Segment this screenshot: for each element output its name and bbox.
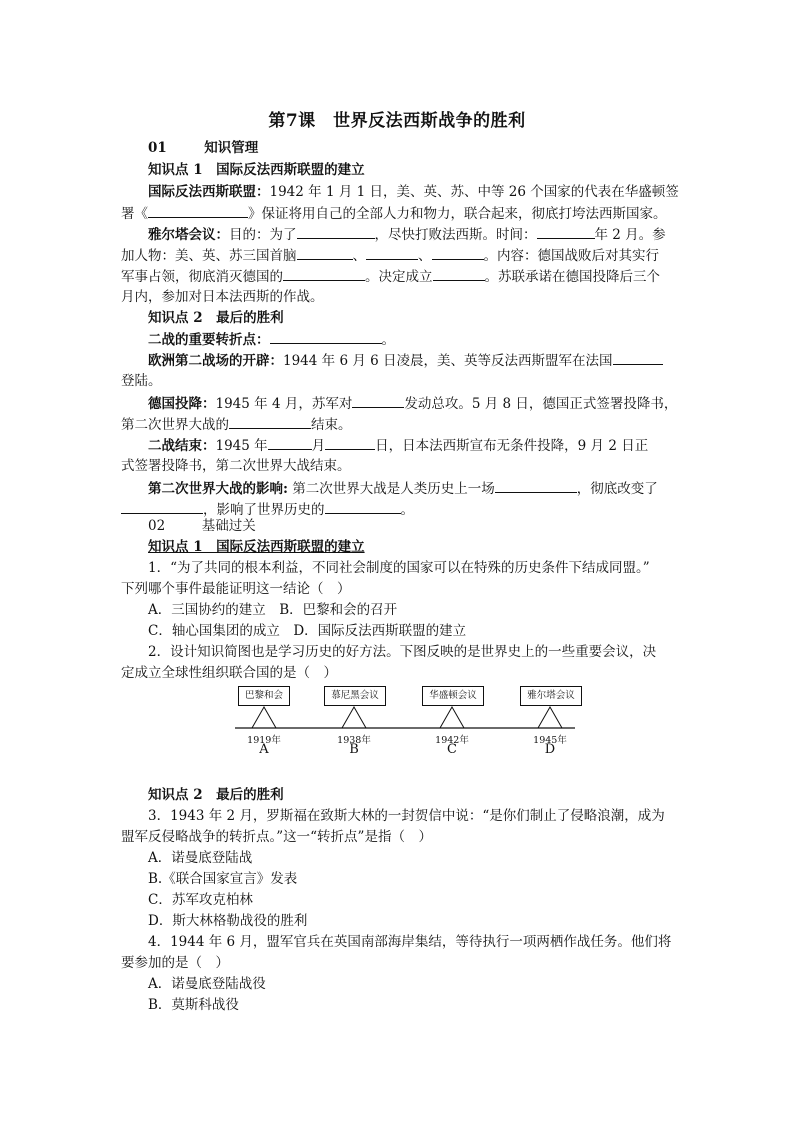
timeline-letter-a: A bbox=[259, 742, 269, 757]
timeline-letter-b: B bbox=[349, 742, 359, 757]
timeline-letter-d: D bbox=[544, 742, 556, 757]
fill-blank[interactable] bbox=[495, 478, 577, 493]
fill-blank[interactable] bbox=[229, 414, 311, 429]
conference-timeline bbox=[230, 680, 580, 770]
timeline-event-a: 巴黎和会 bbox=[238, 686, 290, 706]
paragraph-alliance-cont: 署《 》保证将用自己的全部人力和物力，联合起来，彻底打垮法西斯国家。 bbox=[121, 203, 651, 224]
question-1-options-cd: C．轴心国集团的成立 D．国际反法西斯联盟的建立 bbox=[148, 623, 467, 639]
section-name: 基础过关 bbox=[201, 518, 256, 534]
paragraph-war-influence: 第二次世界大战的影响: 第二次世界大战是人类历史上一场 ，彻底改变了 bbox=[148, 478, 678, 499]
question-4-option-a: A．诺曼底登陆战役 bbox=[148, 976, 266, 992]
timeline-event-d: 雅尔塔会议 bbox=[520, 686, 582, 706]
section-heading-2 bbox=[148, 516, 256, 536]
question-3-option-b: B.《联合国家宣言》发表 bbox=[148, 871, 298, 887]
question-3-cont: 盟军反侵略战争的转折点。”这一“转折点”是指（ ） bbox=[121, 829, 432, 845]
timeline-year-d: 1945年 bbox=[533, 735, 567, 746]
paragraph-alliance: 国际反法西斯联盟：1942 年 1 月 1 日，美、英、苏、中等 26 个国家的代表在华盛顿签 bbox=[148, 184, 679, 200]
fill-blank[interactable] bbox=[297, 224, 375, 239]
timeline-year-c: 1942年 bbox=[435, 735, 469, 746]
question-1-cont: 下列哪个事件最能证明这一结论（ ） bbox=[121, 581, 351, 597]
paragraph-turning-point: 二战的重要转折点： 。 bbox=[148, 329, 678, 350]
fill-blank[interactable] bbox=[325, 435, 375, 450]
fill-blank[interactable] bbox=[432, 245, 484, 260]
paragraph-yalta-cont-3: 月内，参加对日本法西斯的作战。 bbox=[121, 289, 324, 305]
practice-point-1-heading: 知识点 1 国际反法西斯联盟的建立 bbox=[148, 539, 365, 555]
question-4-cont: 要参加的是（ ） bbox=[121, 955, 229, 971]
question-3: 3．1943 年 2 月，罗斯福在致斯大林的一封贺信中说：“是你们制止了侵略浪潮，成为 bbox=[148, 808, 665, 824]
section-name: 知识管理 bbox=[204, 140, 259, 156]
fill-blank[interactable] bbox=[121, 499, 203, 514]
section-number: 01 bbox=[148, 140, 167, 156]
fill-blank[interactable] bbox=[297, 245, 353, 260]
question-1-options-ab: A．三国协约的建立 B．巴黎和会的召开 bbox=[148, 602, 398, 618]
paragraph-war-influence-cont: ，影响了世界历史的 。 bbox=[121, 499, 651, 520]
section-number: 02 bbox=[148, 518, 166, 534]
paragraph-war-end: 二战结束：1945 年 月 日，日本法西斯宣布无条件投降，9 月 2 日正 bbox=[148, 435, 678, 456]
section-heading-1 bbox=[148, 138, 258, 158]
timeline-year-b: 1938年 bbox=[337, 735, 371, 746]
question-4: 4．1944 年 6 月，盟军官兵在英国南部海岸集结，等待执行一项两栖作战任务。他们将 bbox=[148, 934, 672, 950]
question-2: 2．设计知识简图也是学习历史的好方法。下图反映的是世界史上的一些重要会议，决 bbox=[148, 644, 657, 660]
fill-blank[interactable] bbox=[433, 266, 485, 281]
lesson-title: 第7课 世界反法西斯战争的胜利 bbox=[268, 111, 526, 131]
question-3-option-d: D．斯大林格勒战役的胜利 bbox=[148, 913, 308, 929]
paragraph-yalta-cont-1: 加人物：美、英、苏三国首脑 、 、 。内容：德国战败后对其实行 bbox=[121, 245, 651, 266]
fill-blank[interactable] bbox=[366, 245, 418, 260]
fill-blank[interactable] bbox=[270, 329, 382, 344]
knowledge-point-2-heading: 知识点 2 最后的胜利 bbox=[148, 310, 284, 326]
question-1: 1．“为了共同的根本利益，不同社会制度的国家可以在特殊的历史条件下结成同盟。” bbox=[148, 560, 650, 576]
question-4-option-b: B．莫斯科战役 bbox=[148, 997, 239, 1013]
paragraph-germany-surrender-cont: 第二次世界大战的 结束。 bbox=[121, 414, 651, 435]
fill-blank[interactable] bbox=[148, 203, 248, 218]
timeline-letter-c: C bbox=[447, 742, 457, 757]
fill-blank[interactable] bbox=[268, 435, 312, 450]
timeline-event-c: 华盛顿会议 bbox=[422, 686, 484, 706]
paragraph-second-front-cont: 登陆。 bbox=[121, 373, 162, 389]
question-2-cont: 定成立全球性组织联合国的是（ ） bbox=[121, 665, 337, 681]
fill-blank[interactable] bbox=[537, 224, 595, 239]
fill-blank[interactable] bbox=[352, 393, 404, 408]
fill-blank[interactable] bbox=[613, 350, 663, 365]
paragraph-second-front: 欧洲第二战场的开辟：1944 年 6 月 6 日凌晨，美、英等反法西斯盟军在法国 bbox=[148, 350, 678, 371]
knowledge-point-1-heading: 知识点 1 国际反法西斯联盟的建立 bbox=[148, 162, 365, 178]
question-3-option-a: A．诺曼底登陆战 bbox=[148, 850, 253, 866]
paragraph-war-end-cont: 式签署投降书，第二次世界大战结束。 bbox=[121, 458, 351, 474]
fill-blank[interactable] bbox=[283, 266, 365, 281]
timeline-event-b: 慕尼黑会议 bbox=[324, 686, 386, 706]
paragraph-yalta-cont-2: 军事占领，彻底消灭德国的 。决定成立 。苏联承诺在德国投降后三个 bbox=[121, 266, 651, 287]
paragraph-germany-surrender: 德国投降：1945 年 4 月，苏军对 发动总攻。5 月 8 日，德国正式签署投降书， bbox=[148, 393, 678, 414]
timeline-year-a: 1919年 bbox=[247, 735, 281, 746]
paragraph-yalta: 雅尔塔会议：目的：为了 ，尽快打败法西斯。时间： 年 2 月。参 bbox=[148, 224, 678, 245]
question-3-option-c: C．苏军攻克柏林 bbox=[148, 892, 253, 908]
fill-blank[interactable] bbox=[325, 499, 401, 514]
practice-point-2-heading: 知识点 2 最后的胜利 bbox=[148, 787, 284, 803]
